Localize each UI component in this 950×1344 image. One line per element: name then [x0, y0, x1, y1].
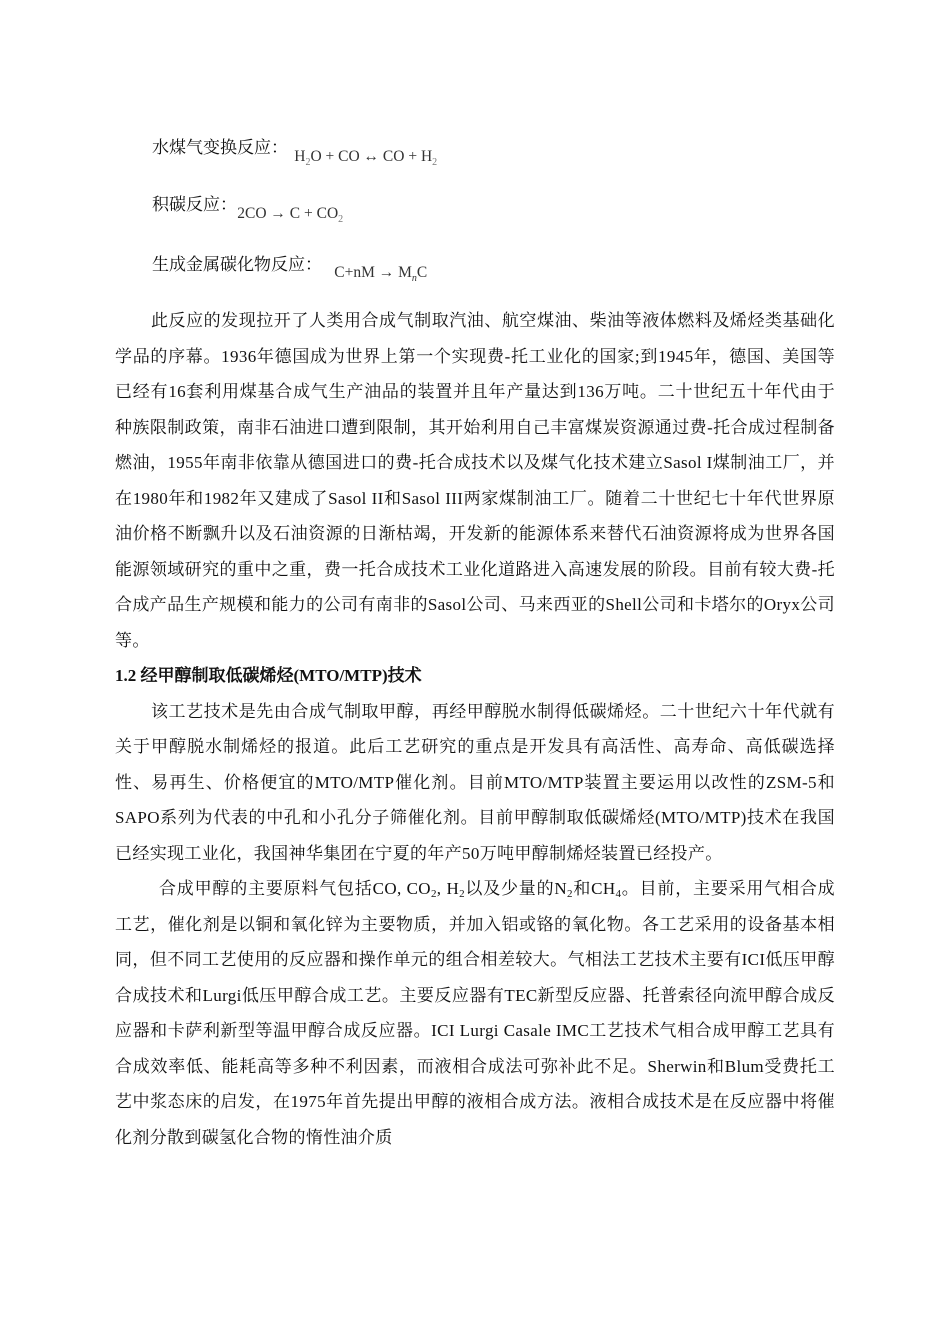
- equation-metal-carbide: [152, 253, 428, 284]
- equation-water-gas-shift: [152, 136, 438, 168]
- equation-carbon-deposition: [152, 193, 347, 224]
- equation-label: 水煤气变换反应：: [152, 138, 288, 157]
- paragraph-methanol-synthesis: 合成甲醇的主要原料气包括CO, $CO_2$, $H_2$以及少量的$N_2$和$CH_4$。目前，主要采用气相合成工艺，催化剂是以铜和氧化锌为主要物质，并加入铝或铬的氧化物。各工艺采用的设备基本相同，但不同工艺使用的反应器和操作单元的组合相差较大。气相法工艺技术主要有ICI低压甲醇合成技术和Lurgi低压甲醇合成工艺。主要反应器有TEC新型反应器、托普索径向流甲醇合成反应器和卡萨利新型等温甲醇合成反应器。ICI Lurgi Casale IMC工艺技术气相合成甲醇工艺具有合成效率低、能耗高等多种不利因素，而液相合成法可弥补此不足。Sherwin和Blum受费托工艺中浆态床的启发，在1975年首先提出甲醇的液相合成方法。液相合成技术是在反应器中将催化剂分散到碳氢化合物的惰性油介质: [115, 879, 835, 1147]
- section-heading: 1.2 经甲醇制取低碳烯烃(MTO/MTP)技术: [115, 666, 422, 685]
- paragraph-mto-mtp: 该工艺技术是先由合成气制取甲醇，再经甲醇脱水制得低碳烯烃。二十世纪六十年代就有关于甲醇脱水制烯烃的报道。此后工艺研究的重点是开发具有高活性、高寿命、高低碳选择性、易再生、价格便宜的MTO/MTP催化剂。目前MTO/MTP装置主要运用以改性的ZSM-5和SAPO系列为代表的中孔和小孔分子筛催化剂。目前甲醇制取低碳烯烃(MTO/MTP)技术在我国已经实现工业化，我国神华集团在宁夏的年产50万吨甲醇制烯烃装置已经投产。: [115, 701, 835, 863]
- body-text: [115, 303, 835, 1155]
- equation-label: 生成金属碳化物反应：: [152, 255, 322, 274]
- equation-formula: $C+nM \to M_nC$: [334, 264, 428, 284]
- equation-label: 积碳反应：: [152, 195, 237, 214]
- equation-formula: $2CO \to C + CO_2$: [237, 205, 344, 225]
- equation-formula: $H_2O$ + CO ↔ CO + $H_2$: [294, 148, 438, 168]
- paragraph-fischer-tropsch-history: 此反应的发现拉开了人类用合成气制取汽油、航空煤油、柴油等液体燃料及烯烃类基础化学品的序幕。1936年德国成为世界上第一个实现费-托工业化的国家;到1945年，德国、美国等已经有16套利用煤基合成气生产油品的装置并且年产量达到136万吨。二十世纪五十年代由于种族限制政策，南非石油进口遭到限制，其开始利用自己丰富煤炭资源通过费-托合成过程制备燃油，1955年南非依靠从德国进口的费-托合成技术以及煤气化技术建立Sasol I煤制油工厂，并在1980年和1982年又建成了Sasol II和Sasol III两家煤制油工厂。随着二十世纪七十年代世界原油价格不断飘升以及石油资源的日渐枯竭，开发新的能源体系来替代石油资源将成为世界各国能源领域研究的重中之重，费一托合成技术工业化道路进入高速发展的阶段。目前有较大费-托合成产品生产规模和能力的公司有南非的Sasol公司、马来西亚的Shell公司和卡塔尔的Oryx公司等。: [115, 311, 835, 650]
